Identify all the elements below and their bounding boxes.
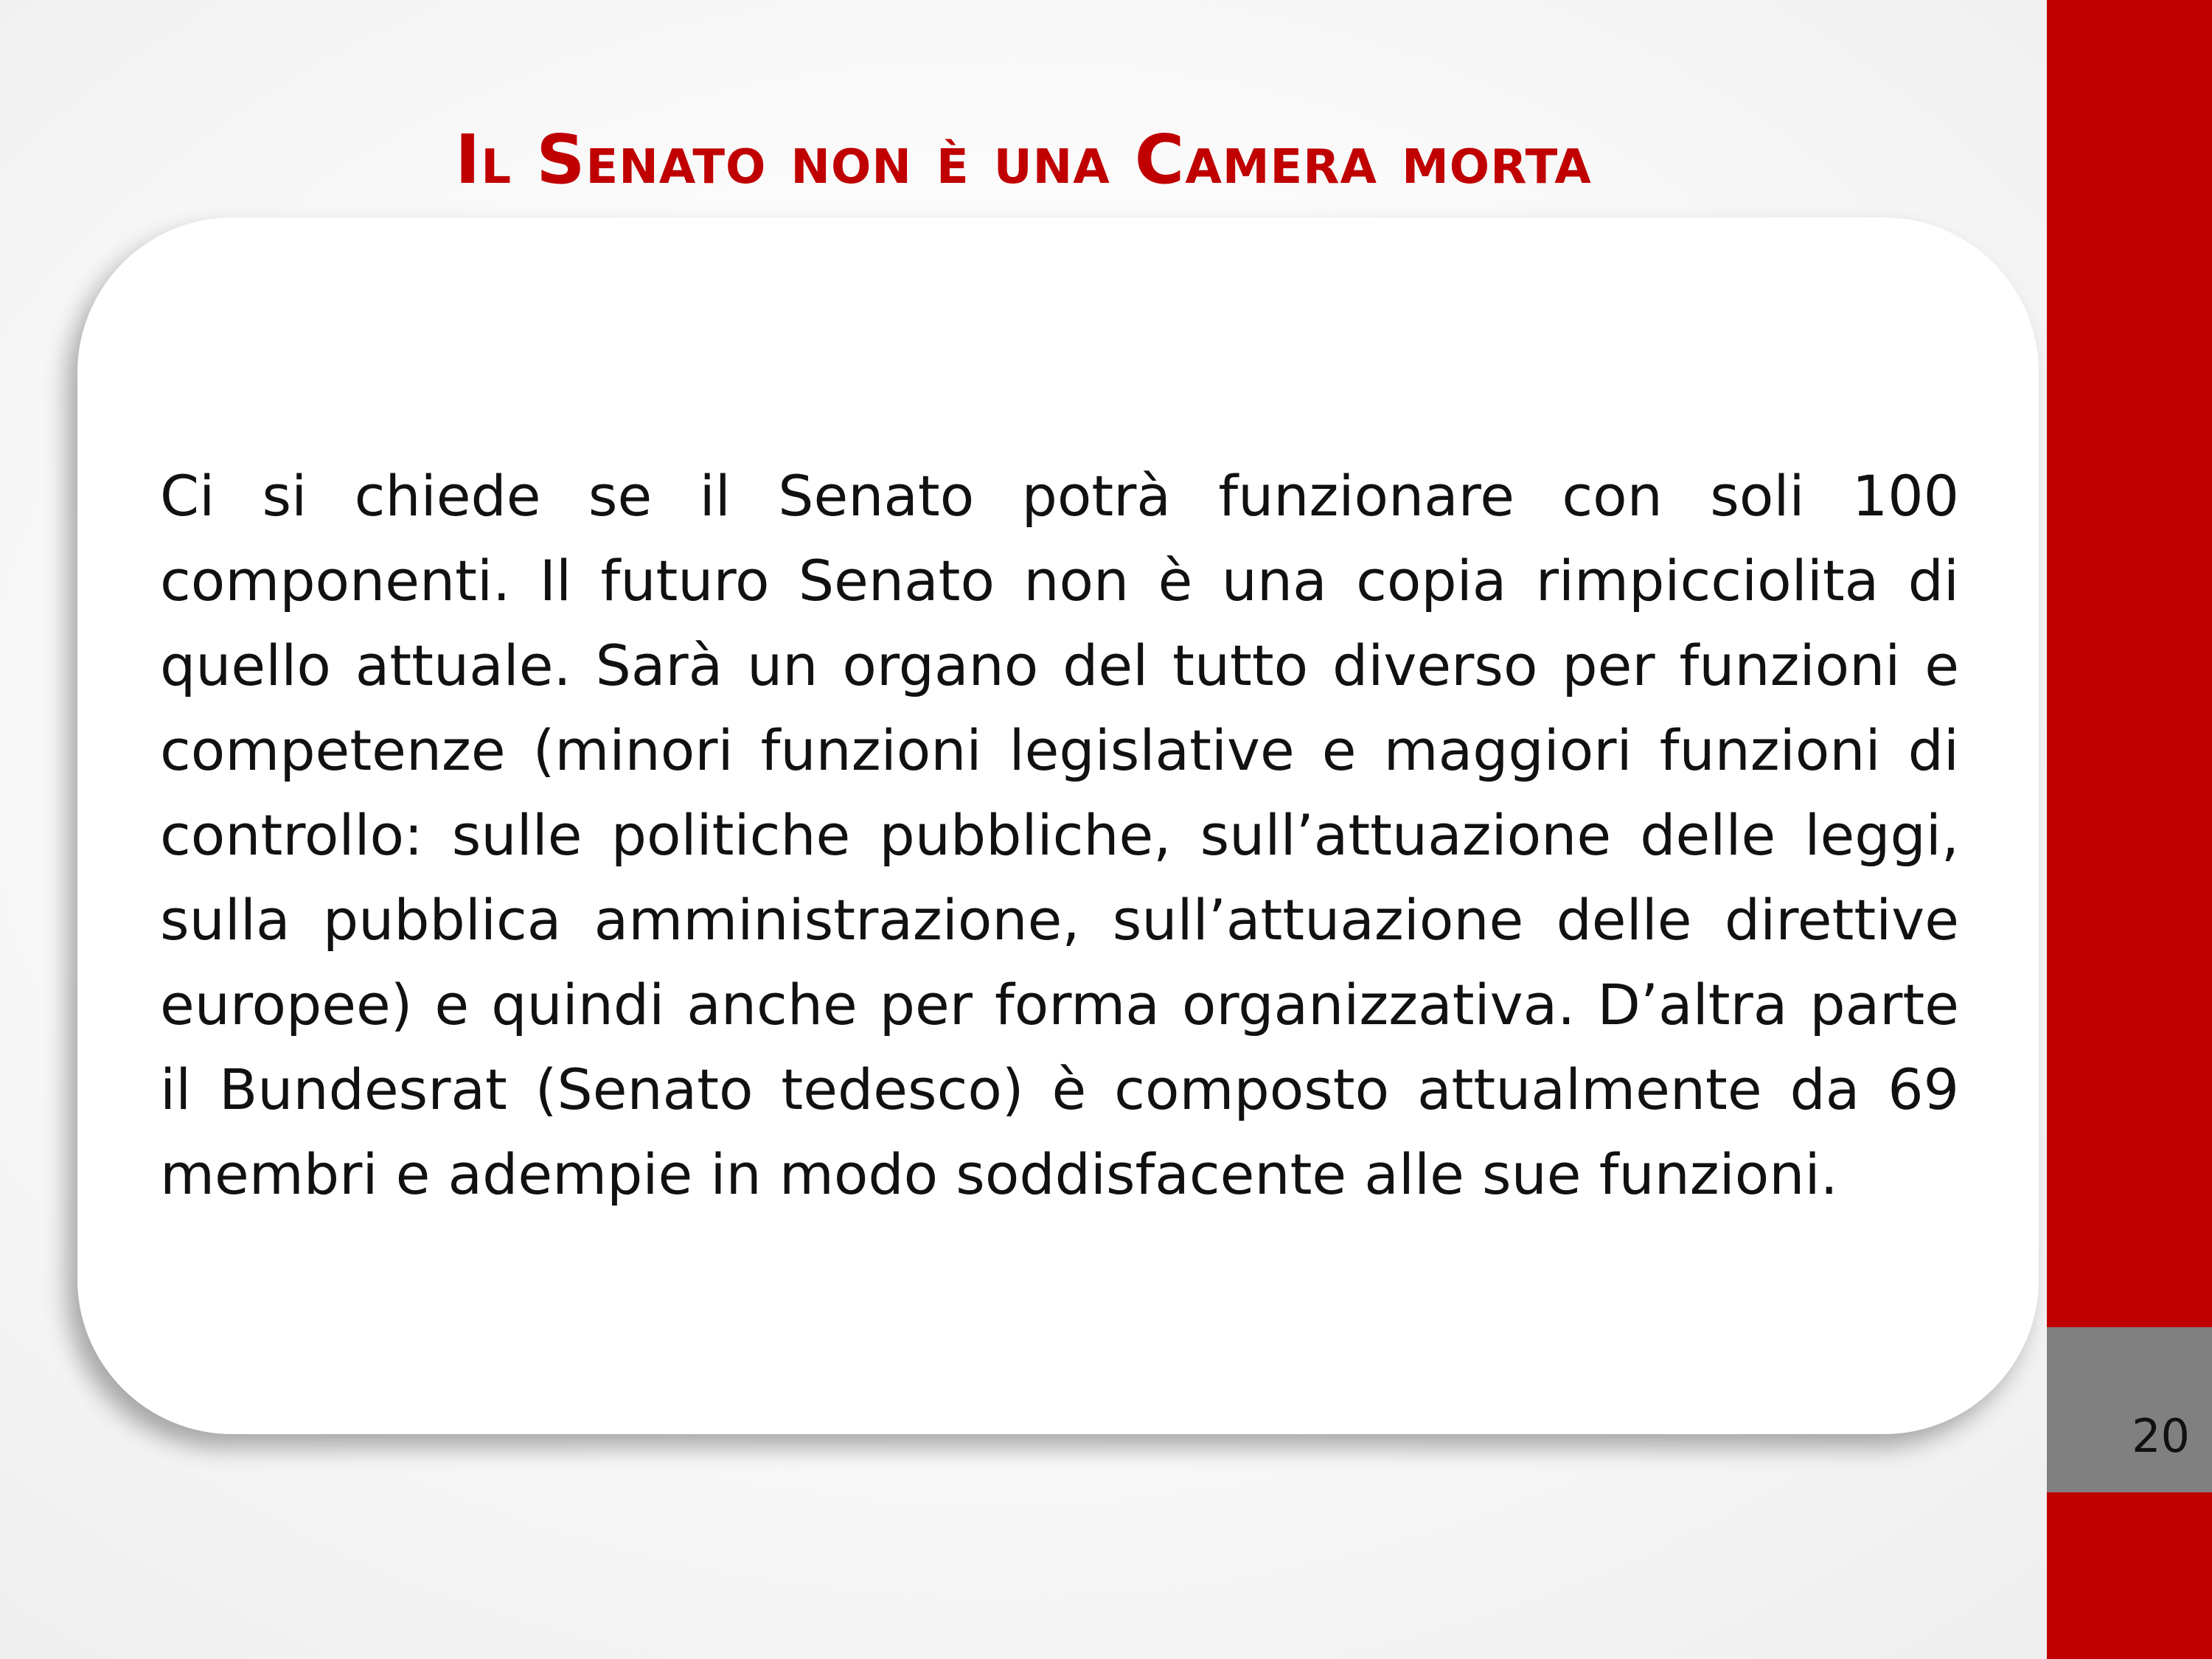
page-number-box — [2047, 1327, 2212, 1492]
slide-title: Il Senato non è una Camera morta — [455, 120, 1592, 199]
page-number: 20 — [2132, 1409, 2190, 1463]
body-paragraph: Ci si chiede se il Senato potrà funzionare con soli 100 componenti. Il futuro Senato non è una copia rimpicciolita di quello attuale. Sarà un organo del tutto diverso per funzioni e competenze (minori funzioni legislative e maggiori funzioni di controllo: sulle politiche pubbliche, sull’attuazione delle leggi, sulla pubblica amministrazione, sull’attuazione delle direttive europee) e quindi anche per forma organizzativa. D’altra parte il Bundesrat (Senato tedesco) è composto attualmente da 69 membri e adempie in modo soddisfacente alle sue funzioni. — [160, 463, 1959, 1207]
content-card — [77, 218, 2039, 1434]
